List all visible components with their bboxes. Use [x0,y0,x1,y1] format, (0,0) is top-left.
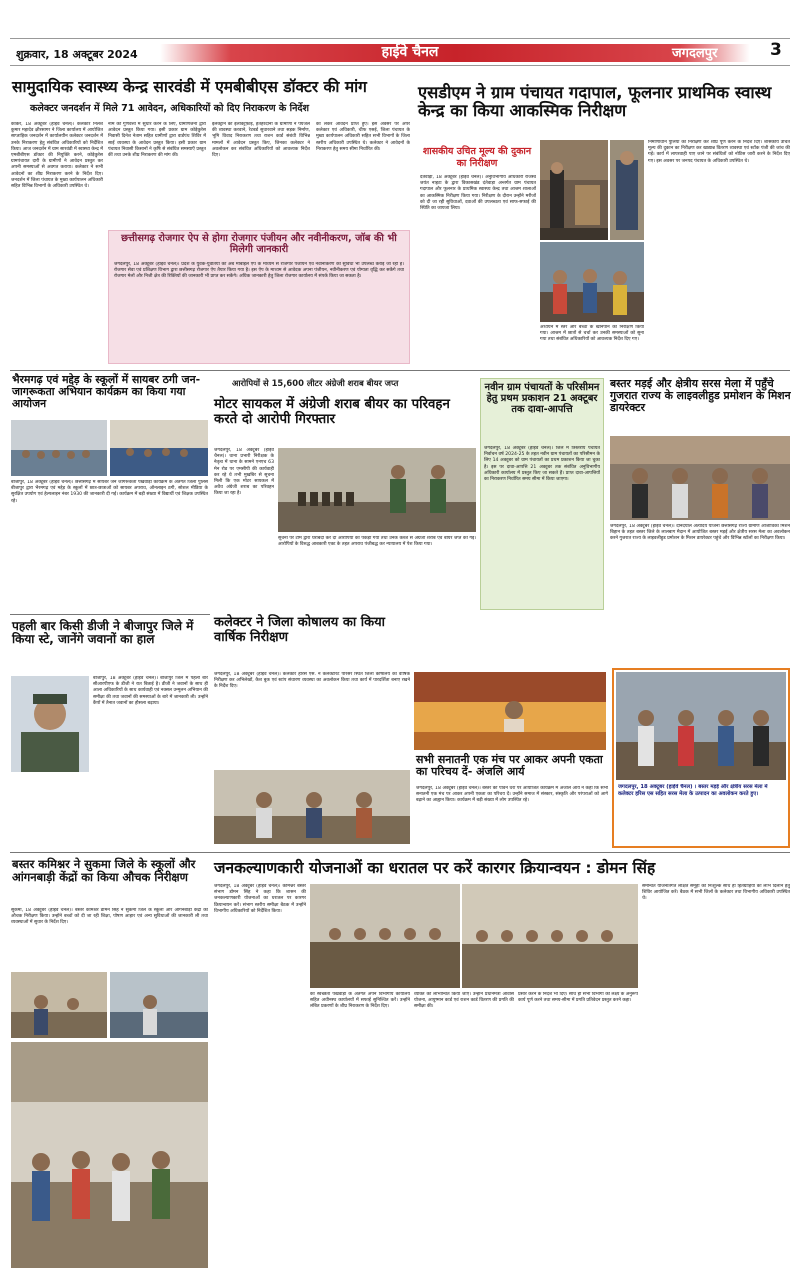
doctor-body-col2: नाम को गुणवत्ता में सुधार करने के लिए, ग्रामीणजनों द्वारा आवेदन प्रस्तुत किया गया। इसी प्रकार ग्राम कोड़ेकुरेस निवासी दिनेश नेताम सहित ग्रामीणों द्वारा वार्डपंथ शिविर में साईं व्यवस्था के आवेदन प्रस्तुत किया। इसी प्रकार ग्राम पंचायत निवासी किसानों ने कृषि से संबंधित समस्याएँ प्रस्तुत कीं तथा उनके शीघ्र निराकरण की मांग की। [108,122,206,159]
liquor-headline: मोटर सायकल में अंग्रेजी शराब बीयर का परिवहन करते दो आरोपी गिरफ्तार [214,397,450,427]
sdm-photo-2 [610,140,644,240]
panchayat-body: जगदलपुर, 18 अक्टूबर (हाईवे चैनल)। जिले में त्रिस्तरीय पंचायत निर्वाचन वर्ष 2024-25 के तहत नवीन ग्राम पंचायतों का परिसीमन के लिए 14 अक्टूबर को ग्राम पंचायतों का प्रथम प्रकाशन किया जा चुका है। इस पर दावा-आपत्ति 21 अक्टूबर तक संबंधित अनुविभागीय अधिकारी कार्यालय में प्रस्तुत किए जा सकते हैं। प्राप्त दावा-आपत्तियों का निराकरण निर्धारित समय सीमा में किया जाएगा। [484,446,600,483]
liquor-kicker: आरोपियों से 15,600 लीटर अंग्रेजी शराब बीयर जप्त [232,378,399,388]
liquor-body-col1: जगदलपुर, 18 अक्टूबर (हाईवे चैनल)। थाना प्रभारी निरीक्षक के नेतृत्व में थाना के सामने एनएच 63 मेन रोड पर एमसीपी की कार्यवाही कर रहे थे तभी मुखबिर से सूचना मिली कि एक मोटर सायकल में अवैध अंग्रेजी शराब का परिवहन किया जा रहा है। [214,448,274,497]
cyber-photo-2 [110,420,208,476]
liquor-body-col2: सूचना पर टीम द्वारा घेराबंदी कर दो आरोपियों को पकड़ा गया तथा उनके कब्जे से अंग्रेजी शराब एवं बीयर जप्त की गई। आरोपियों के विरुद्ध आबकारी एक्ट के तहत अपराध पंजीबद्ध कर न्यायालय में पेश किया गया। [278,536,476,548]
dg-body: बीजापुर, 18 अक्टूबर (हाईवे चैनल)। बीजापुर जिले में पहली बार सीआरपीएफ के डीजी ने रात बिताई है। डीजी ने जवानों के साथ ही आला अधिकारियों के साथ कार्यवाही एवं नक्सल उन्मूलन अभियान की समीक्षा की तथा जवानों की समस्याओं के बारे में जानकारी ली। उन्होंने कैंपों में तैनात जवानों का हौसला बढ़ाया। [93,676,208,706]
masthead [0,38,800,66]
masthead-date: शुक्रवार, 18 अक्टूबर 2024 [16,48,138,61]
sdm-photo-3 [540,242,644,322]
masthead-bottom-rule [10,65,790,66]
sukma-photo-2 [110,972,208,1038]
sarasmela-body: जगदलपुर, 18 अक्टूबर (हाईवे चैनल)। दीनदयाल अंत्योदय योजना छत्तीसगढ़ राज्य ग्रामीण आजीविका मिशन बिहान के तहत बस्तर जिले के लालबाग मैदान में आयोजित बस्तर मड़ई और क्षेत्रीय सरस मेला का अवलोकन करने गुजरात राज्य के लाइवलीहुड प्रमोशन के मिशन डायरेक्टर पहुंचे और विभिन्न स्टॉलों का निरीक्षण किया। [610,524,790,542]
sdm-body-col2: अध्ययन में स्तर और बच्चों के खानपान का निरीक्षण किया गया। आश्रम में छात्रों से चर्चा कर उनकी समस्याओं को सुना गया तथा संबंधित अधिकारियों को आवश्यक निर्देश दिए गए। [540,325,644,343]
domansingh-body-col4: प्रसार करने के निर्देश भी दिए। साथ ही सभी विभागों को लक्ष्य के अनुरूप कार्य पूर्ण करने तथा समय-सीमा में प्रगति प्रतिवेदन प्रस्तुत करने कहा। [518,992,638,1004]
sarasmela-photo-2 [616,672,786,780]
doctor-subheadline: कलेक्टर जनदर्शन में मिले 71 आवेदन, अधिकारियों को दिए निराकरण के निर्देश [30,103,310,114]
sdm-photo-1 [540,140,608,240]
liquor-photo [278,448,476,532]
divider-row1 [10,370,790,371]
panchayat-headline: नवीन ग्राम पंचायतों के परिसीमन हेतु प्रथम प्रकाशन 21 अक्टूबर तक दावा-आपत्ति [484,382,600,415]
dg-headline: पहली बार किसी डीजी ने बीजापुर जिले में किया स्टे, जानेंगे जवानों का हाल [12,619,194,647]
domansingh-body-col2: की स्वच्छता पखवाड़ा के अंतर्गत अपने विभागीय कार्यालय सहित अधीनस्थ कार्यालयों में सफाई सुनिश्चित करें। उन्होंने लंबित प्रकरणों के शीघ्र निराकरण के निर्देश दिए। [310,992,410,1010]
sdm-inset-heading: शासकीय उचित मूल्य की दुकान का निरीक्षण [422,146,532,169]
domansingh-photo-2 [462,884,638,988]
sarasmela-photo-1 [610,436,790,520]
cyber-body: बीजापुर, 18 अक्टूबर (हाईवे चैनल)। छत्तीसगढ़ में सायबर जन जागरूकता पखवाड़ा कार्यक्रम के अंतर्गत जिला पुलिस बीजापुर द्वारा भैरमगढ़ एवं मद्देड़ के स्कूलों में छात्र-छात्राओं को सायबर अपराध, ऑनलाइन ठगी, सोशल मीडिया के सुरक्षित उपयोग एवं हेल्पलाइन नंबर 1930 की जानकारी दी गई। कार्यक्रम में बड़ी संख्या में विद्यार्थी एवं शिक्षक उपस्थित रहे। [11,480,208,504]
domansingh-headline: जनकल्याणकारी योजनाओं का धरातल पर करें कारगर क्रियान्वयन : डोमन सिंह [214,859,656,877]
domansingh-body-col5: समन्वित योजनांतर्गत लक्षित समूहों को निःशुल्क साथ ही हितग्राहियों को लाभ दिलाने हेतु शिविर आयोजित करें। बैठक में सभी जिलों के कलेक्टर तथा विभागीय अधिकारी उपस्थित थे। [642,884,790,902]
doctor-body-col3: ईलेक्ट्रॉन को इलेक्ट्रिफ़ाई, हतहरदानी के ग्रामीणों ने पेयजल की व्यवस्था करवाने, रेटबर्ड सुधारवाने तथा सड़क निर्माण, भूमि विवाद निराकरण तथा राशन कार्ड संबंधी विभिन्न मामलों में आवेदन प्रस्तुत किए, जिनका कलेक्टर ने अवलोकन कर संबंधित अधिकारियों को आवश्यक निर्देश दिए। [212,122,310,159]
rojgar-body: जगदलपुर, 18 अक्टूबर (हाईवे चैनल)। प्रदेश के युवक-युवतियों को अब मोबाईल ऐप के माध्यम से रोजगार पंजीयन एवं नवीनीकरण की सुविधा भी उपलब्ध कराई जा रही है। रोजगार सेवा एवं प्रशिक्षण विभाग द्वारा छत्तीसगढ़ रोजगार ऐप तैयार किया गया है। इस ऐप के माध्यम से आवेदक अपना पंजीयन, नवीनीकरण एवं योग्यता वृद्धि कर सकेंगे तथा रोजगार मेलों और निजी क्षेत्र की रिक्तियों की जानकारी भी प्राप्त कर सकेंगे। अधिक जानकारी हेतु जिला रोजगार कार्यालय में संपर्क किया जा सकता है। [114,262,404,280]
domansingh-body-col1b [214,1008,306,1268]
sanatani-headline: सभी सनातनी एक मंच पर आकर अपनी एकता का परिचय दें- अंजलि आर्य [416,753,603,779]
sukma-photo-1 [11,972,107,1038]
cyber-photo-1 [11,420,107,476]
doctor-headline: सामुदायिक स्वास्थ्य केन्द्र सारवंडी में एमबीबीएस डॉक्टर की मांग [12,78,367,96]
masthead-paper-name: हाईवे चैनल [381,44,439,60]
sdm-body-col1: दंतेवाड़ा, 18 अक्टूबर (हाईवे चैनल)। अनुविभागीय अधिकारी राजस्व जयंत नाहटा के द्वारा विकासखंड दंतेवाड़ा अन्तर्गत ग्राम पंचायत गदापाल और फूलनार के प्राथमिक स्वास्थ्य केन्द्र तथा आश्रम शालाओं का आकस्मिक निरीक्षण किया गया। निरीक्षण के दौरान उन्होंने मरीजों को दी जा रही सुविधाओं, दवाओं की उपलब्धता एवं साफ-सफाई की स्थिति का जायजा लिया। [420,175,536,212]
sukma-headline: बस्तर कमिश्नर ने सुकमा जिले के स्कूलों और आंगनबाड़ी केंद्रों का किया औचक निरीक्षण [12,857,196,884]
sukma-body: सुकमा, 18 अक्टूबर (हाईवे चैनल)। बस्तर कमिश्नर डोमन सिंह ने सुकमा जिले के स्कूलों और आंगनबाड़ी केंद्रों का औचक निरीक्षण किया। उन्होंने बच्चों को दी जा रही शिक्षा, पोषण आहार एवं अन्य सुविधाओं की जानकारी ली तथा व्यवस्थाओं में सुधार के निर्देश दिए। [11,908,208,926]
sarasmela-caption: जगदलपुर, 18 अक्टूबर (हाईवे चैनल) । बस्तर मड़ई और क्षेत्रीय सरस मेला में कलेक्टर हरिस एस सहित सरस मेला के उत्पादन का अवलोकन करते हुए। [618,784,768,797]
divider-left-mid [10,614,210,615]
sdm-body-col3: निर्माणाधीन पुलिया का निरीक्षण कर शीघ्र पूर्ण करने के निर्देश दिए। शासकीय उचित मूल्य की दुकान का निरीक्षण कर खाद्यान्न वितरण व्यवस्था एवं स्टॉक पंजी की जांच की गई। कार्य में लापरवाही पाए जाने पर संबंधितों को नोटिस जारी करने के निर्देश दिए गए। इस अवसर पर जनपद पंचायत के अधिकारी उपस्थित थे। [648,140,790,164]
masthead-page-number: 3 [770,40,782,60]
divider-row3 [10,852,790,853]
domansingh-photo-1 [310,884,460,988]
masthead-city: जगदलपुर [672,46,718,61]
domansingh-body-col3: व्यक्ति को लाभान्वित किया जाए। उन्होंने प्रधानमंत्री आवास योजना, आयुष्मान कार्ड एवं राशन कार्ड वितरण की प्रगति की समीक्षा की। [414,992,514,1010]
kosh-body: जगदलपुर, 18 अक्टूबर (हाईवे चैनल)। कलेक्टर हरिस एस. ने कलेक्टोरेट परिसर स्थित जिला कोषालय का वार्षिक निरीक्षण कर अभिलेखों, कैश बुक एवं स्टांप संधारण व्यवस्था का अवलोकन किया तथा कार्य में पारदर्शिता बनाए रखने के निर्देश दिए। [214,672,410,690]
sukma-photo-3 [11,1042,208,1268]
sarasmela-headline: बस्तर मड़ई और क्षेत्रीय सरस मेला में पहुँचे गुजरात राज्य के लाइवलीहुड प्रमोशन के मिशन डायरेक्टर [610,377,791,415]
cyber-headline: भैरमगढ़ एवं मद्देड़ के स्कूलों में सायबर ठगी जन-जागरूकता अभियान कार्यक्रम का किया गया आयोजन [12,373,201,411]
domansingh-body-col1: जगदलपुर, 18 अक्टूबर (हाईवे चैनल)। कमिश्नर बस्तर संभाग डोमन सिंह ने कहा कि शासन की जनकल्याणकारी योजनाओं का धरातल पर कारगर क्रियान्वयन करें। संभाग स्तरीय समीक्षा बैठक में उन्होंने विभागीय अधिकारियों को निर्देशित किया। [214,884,306,914]
sdm-headline: एसडीएम ने ग्राम पंचायत गदापाल, फूलनार प्राथमिक स्वास्थ केन्द्र का किया आकस्मिक निरीक्षण [418,83,772,121]
masthead-top-rule [10,38,790,39]
rojgar-headline: छत्तीसगढ़ रोजगार ऐप से होगा रोजगार पंजीयन और नवीनीकरण, जॉब की भी मिलेगी जानकारी [121,233,397,255]
doctor-body-col4: को लेकर आवेदन प्राप्त हुए। इस अवसर पर अपर कलेक्टर एवं अधिकारी, चीफ एसई, जिला पंचायत के मुख्य कार्यपालन अधिकारी सहित सभी विभागों के जिला स्तरीय अधिकारी उपस्थित थे। कलेक्टर ने आवेदनों के निराकरण हेतु समय सीमा निर्धारित की। [316,122,410,152]
dg-photo [11,676,89,772]
kosh-photo [214,770,410,844]
kosh-headline: कलेक्टर ने जिला कोषालय का किया वार्षिक निरीक्षण [214,615,385,645]
doctor-body-col1: कांकेर, 18 अक्टूबर (हाईवे चैनल)। कलेक्टर निलेश कुमार महादेव क्षीरसागर ने जिला कार्यालय में आयोजित साप्ताहिक जनदर्शन में कार्यालयीन कलेक्टर जनदर्शन में उनके निराकरण हेतु संबंधित अधिकारियों को निर्देशित किया। आज जनदर्शन में ग्राम सारवंडी में स्वास्थ्य केन्द्र में एमबीबीएस डॉक्टर की नियुक्ति करने, कोड़ेकुरेस ग्रामपंचायत दारी के ग्रामीणों ने आवेदन प्रस्तुत कर अपनी समस्याओं से अवगत कराया। कलेक्टर ने सभी आवेदनों का शीघ्र निराकरण करने के निर्देश दिए। जनदर्शन में जिला पंचायत के मुख्य कार्यपालन अधिकारी सहित विभिन्न विभागों के अधिकारी उपस्थित थे। [11,122,103,190]
sanatani-photo [414,672,606,750]
sanatani-body: जगदलपुर, 18 अक्टूबर (हाईवे चैनल)। बस्तर की पावन धरा पर आयोजित कार्यक्रम में अंजलि आर्य ने कहा कि सभी सनातनी एक मंच पर आकर अपनी एकता का परिचय दें। उन्होंने समाज में संस्कार, संस्कृति और परंपराओं को आगे बढ़ाने का आह्वान किया। कार्यक्रम में बड़ी संख्या में लोग उपस्थित रहे। [416,786,608,804]
